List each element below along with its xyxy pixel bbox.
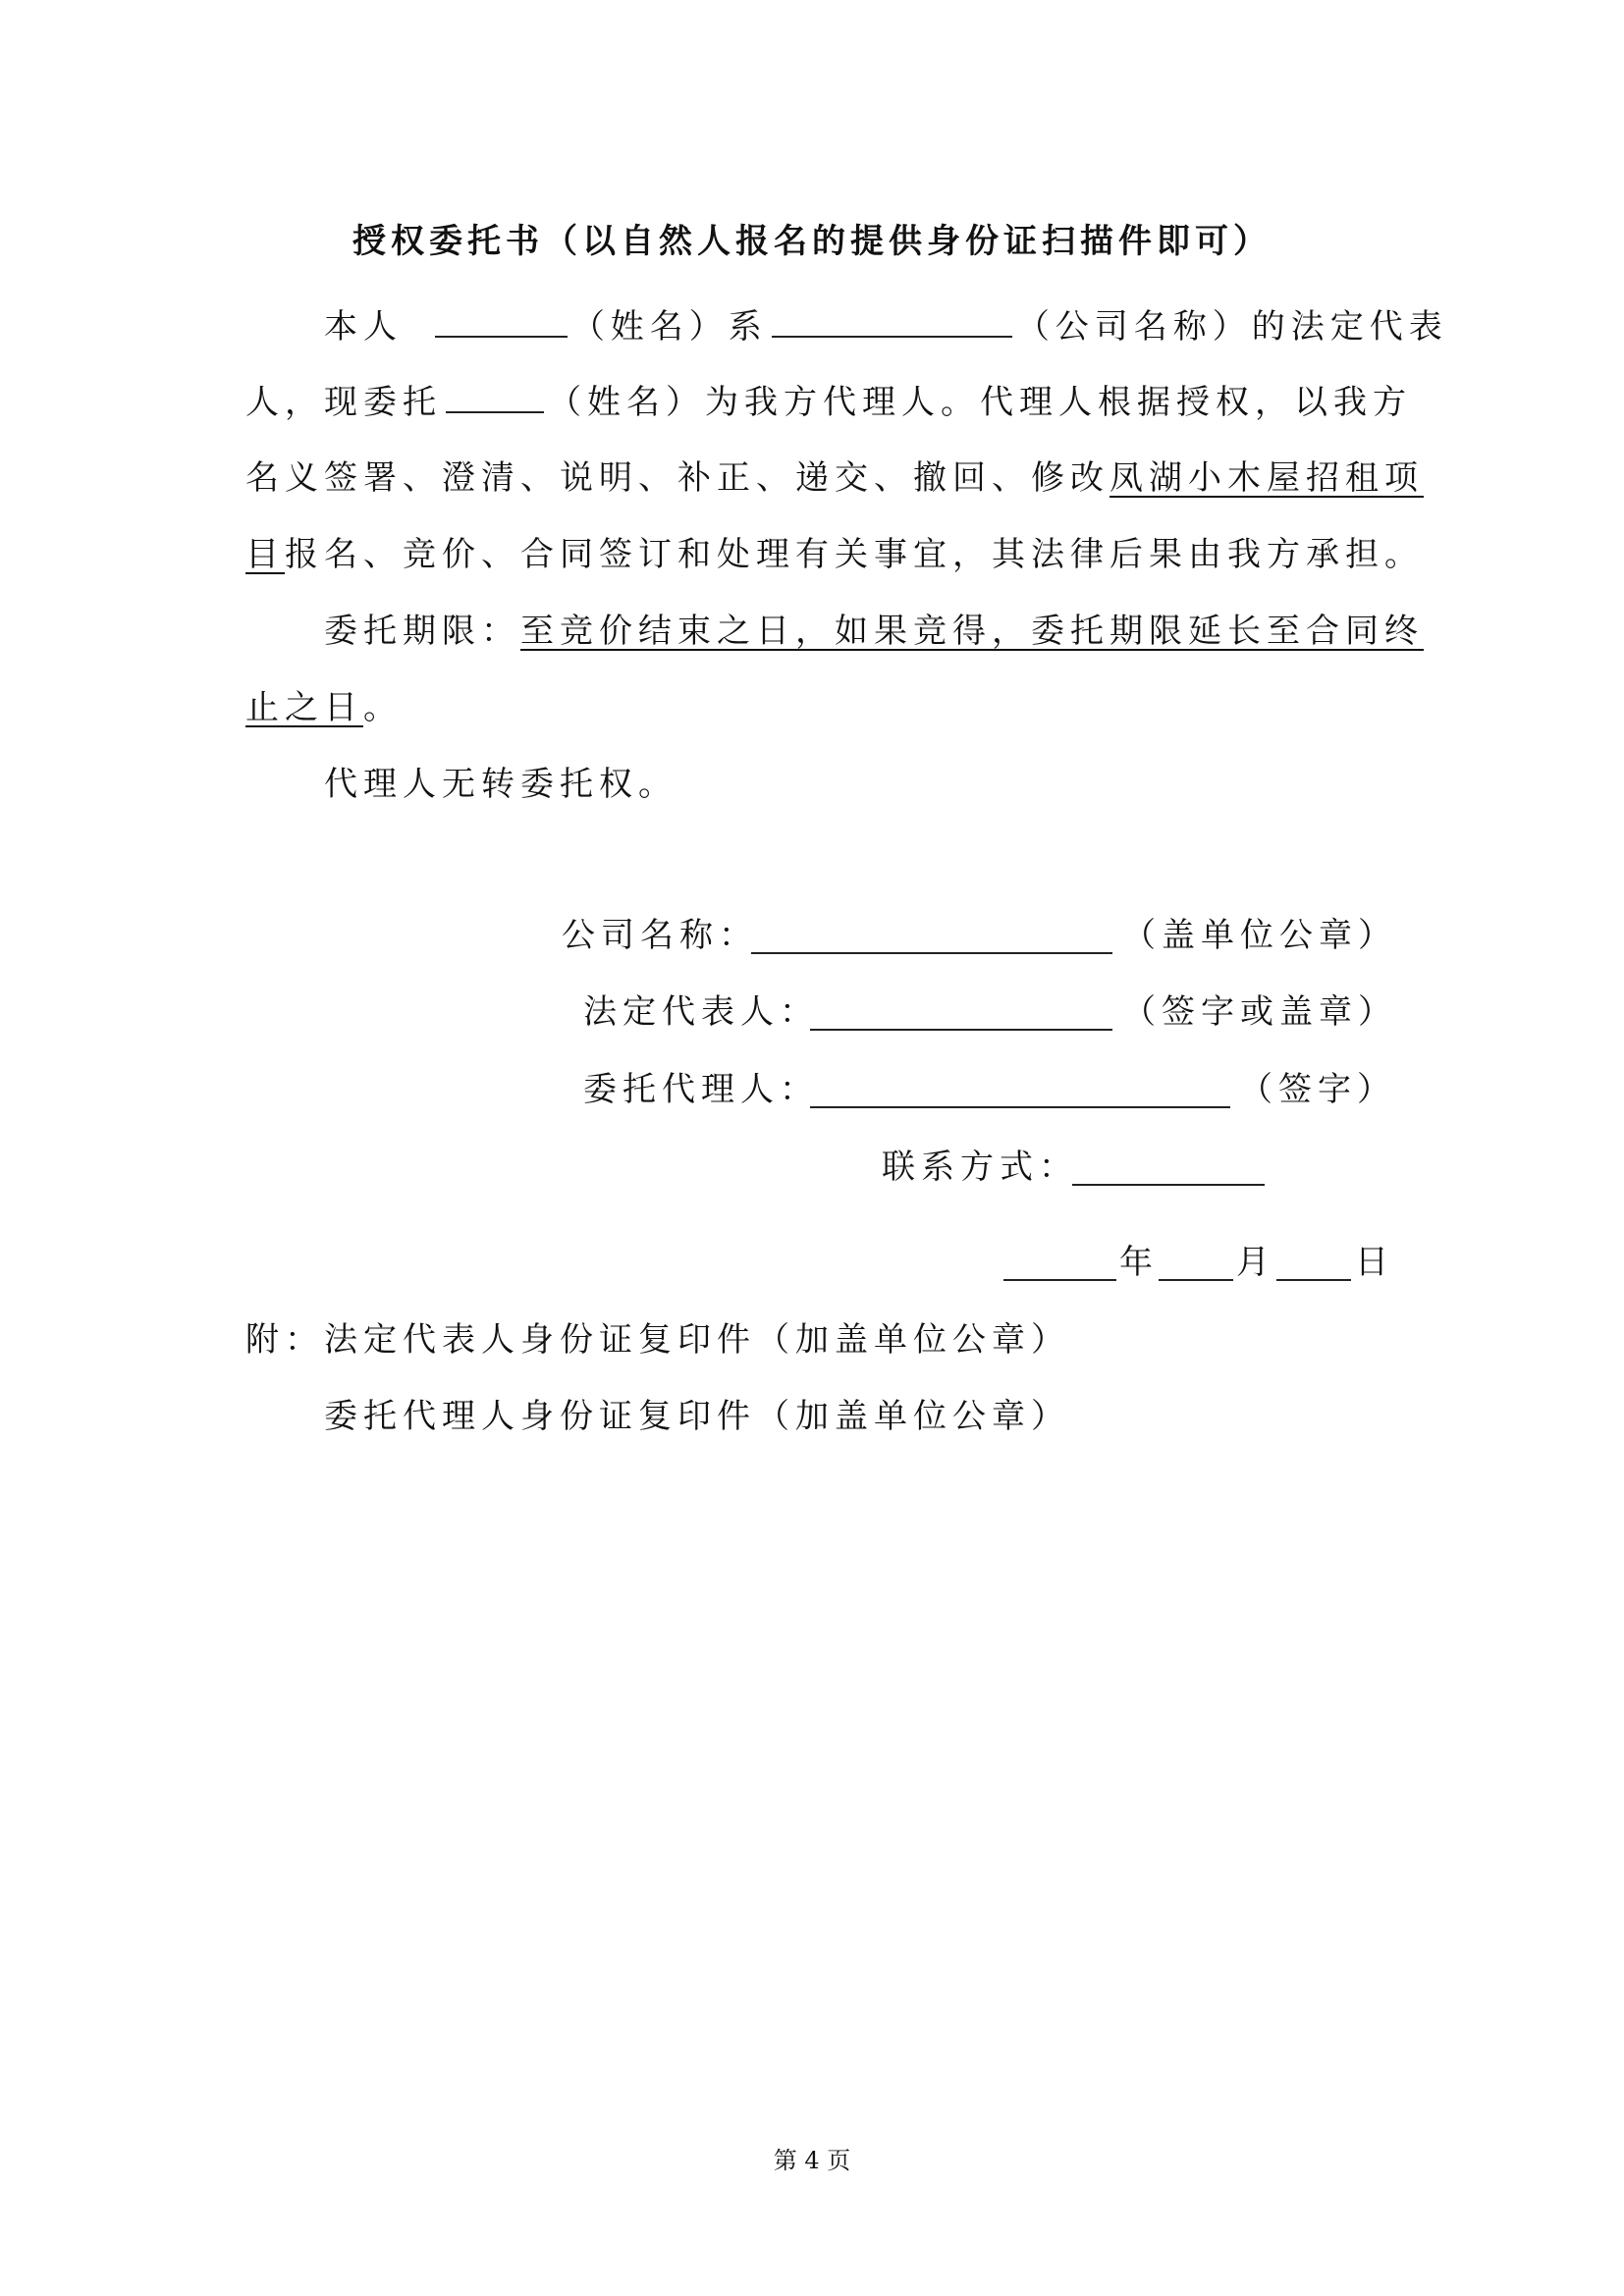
text: 报名、竞价、合同签订和处理有关事宜，其法律后果由我方承担。 xyxy=(285,535,1424,574)
attachment-1: 附：法定代表人身份证复印件（加盖单位公章） xyxy=(245,1320,1070,1360)
day-label: 日 xyxy=(1355,1243,1394,1282)
text: （公司名称）的法定代表 xyxy=(1015,307,1448,347)
project-name: 凤湖小木屋招租项 xyxy=(1110,458,1424,498)
text: 本人 xyxy=(324,307,403,347)
term-text-cont: 止之日 xyxy=(245,688,363,727)
legal-sign-line xyxy=(810,1029,1112,1031)
text: 。 xyxy=(363,688,403,727)
day-line xyxy=(1276,1279,1351,1281)
para1-line1 xyxy=(324,302,1448,349)
text: 人，现委托 xyxy=(245,383,442,422)
document-title: 授权委托书（以自然人报名的提供身份证扫描件即可） xyxy=(352,222,1272,261)
project-name-cont: 目 xyxy=(245,535,285,574)
attachment-2: 委托代理人身份证复印件（加盖单位公章） xyxy=(324,1397,1070,1436)
month-label: 月 xyxy=(1236,1243,1275,1282)
contact-line xyxy=(1072,1184,1265,1186)
para2-line1 xyxy=(324,609,1424,654)
para2-line2 xyxy=(245,685,403,730)
contact-label: 联系方式： xyxy=(882,1148,1078,1187)
text: 名义签署、澄清、说明、补正、递交、撤回、修改 xyxy=(245,458,1110,498)
year-line xyxy=(1003,1279,1116,1281)
legal-label: 法定代表人： xyxy=(583,992,819,1032)
agent-name-blank xyxy=(446,378,544,413)
para1-line2 xyxy=(245,378,1412,425)
legal-note: （签字或盖章） xyxy=(1122,992,1397,1032)
text: 委托期限： xyxy=(324,612,520,651)
company-note: （盖单位公章） xyxy=(1122,916,1397,955)
company-blank xyxy=(772,302,1012,338)
para3: 代理人无转委托权。 xyxy=(324,765,677,804)
para1-line3 xyxy=(245,455,1424,501)
month-line xyxy=(1159,1279,1233,1281)
term-text: 至竞价结束之日，如果竞得，委托期限延长至合同终 xyxy=(520,612,1424,651)
company-sign-line xyxy=(751,952,1112,954)
agent-label: 委托代理人： xyxy=(583,1070,819,1109)
year-label: 年 xyxy=(1119,1243,1159,1282)
agent-sign-line xyxy=(810,1106,1230,1108)
text: （姓名）系 xyxy=(570,307,768,347)
para1-line4 xyxy=(245,532,1424,577)
agent-note: （签字） xyxy=(1239,1070,1396,1109)
company-label: 公司名称： xyxy=(562,916,758,955)
name-blank xyxy=(435,302,568,338)
text: （姓名）为我方代理人。代理人根据授权，以我方 xyxy=(548,383,1412,422)
page-number: 第 4 页 xyxy=(773,2147,851,2174)
